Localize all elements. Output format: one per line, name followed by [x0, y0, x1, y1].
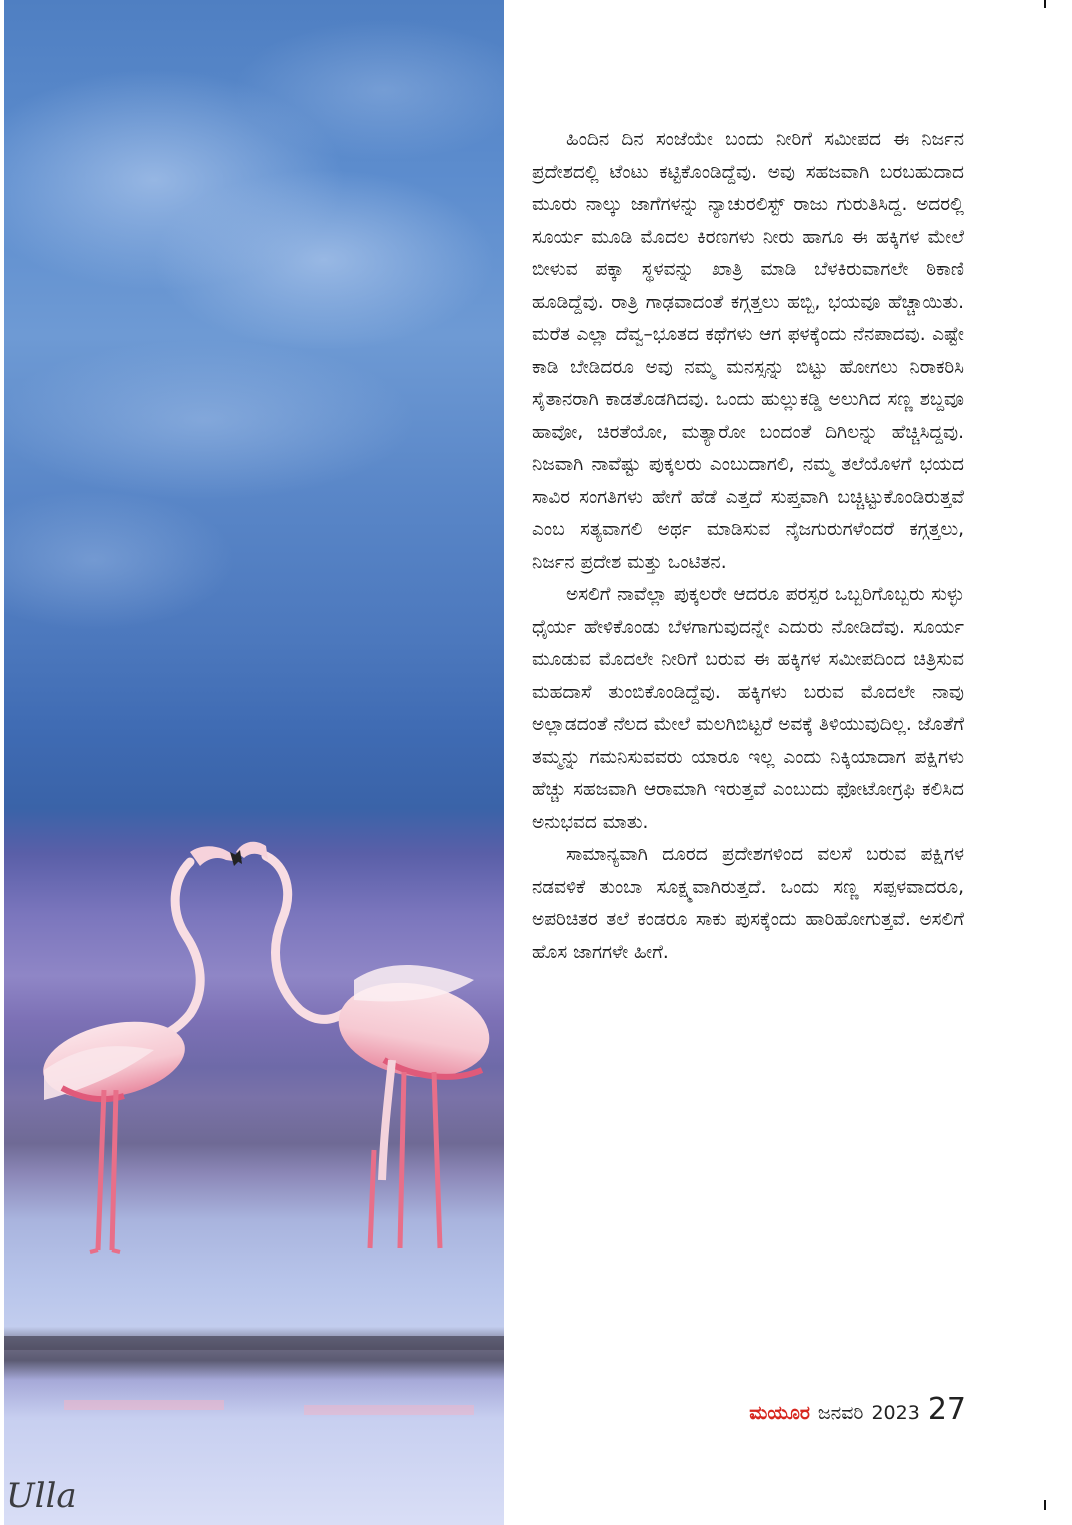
issue-year: 2023	[871, 1402, 920, 1424]
right-flamingo	[232, 842, 497, 1248]
issue-month: ಜನವರಿ	[817, 1402, 864, 1424]
left-flamingo	[36, 846, 242, 1252]
crop-mark-bottom-right	[1044, 1500, 1046, 1510]
flamingo-illustration	[4, 0, 504, 1525]
photographer-signature: Ulla	[6, 1476, 77, 1516]
crop-mark-top-right	[1044, 0, 1046, 8]
magazine-name: ಮಯೂರ	[749, 1402, 810, 1424]
page-number: 27	[927, 1392, 966, 1427]
article-paragraph-2: ಅಸಲಿಗೆ ನಾವೆಲ್ಲಾ ಪುಕ್ಕಲರೇ ಆದರೂ ಪರಸ್ಪರ ಒಬ್ಬರಿಗೊಬ್ಬರು ಸುಳ್ಳು ಧೈರ್ಯ ಹೇಳಿಕೊಂಡು ಬೆಳಗಾಗುವುದನ್ನೇ ಎದುರು ನೋಡಿದೆವು. ಸೂರ್ಯ ಮೂಡುವ ಮೊದಲೇ ನೀರಿಗೆ ಬರುವ ಈ ಹಕ್ಕಿಗಳ ಸಮೀಪದಿಂದ ಚಿತ್ರಿಸುವ ಮಹದಾಸೆ ತುಂಬಿಕೊಂಡಿದ್ದೆವು. ಹಕ್ಕಿಗಳು ಬರುವ ಮೊದಲೇ ನಾವು ಅಲ್ಲಾಡದಂತೆ ನೆಲದ ಮೇಲೆ ಮಲಗಿಬಿಟ್ಟರೆ ಅವಕ್ಕೆ ತಿಳಿಯುವುದಿಲ್ಲ. ಜೊತೆಗೆ ತಮ್ಮನ್ನು ಗಮನಿಸುವವರು ಯಾರೂ ಇಲ್ಲ ಎಂದು ನಿಕ್ಕಿಯಾದಾಗ ಪಕ್ಷಿಗಳು ಹೆಚ್ಚು ಸಹಜವಾಗಿ ಆರಾಮಾಗಿ ಇರುತ್ತವೆ ಎಂಬುದು ಫೋಟೋಗ್ರಫಿ ಕಲಿಸಿದ ಅನುಭವದ ಮಾತು.	[532, 584, 964, 833]
page-footer	[736, 1392, 966, 1428]
flamingo-photo	[4, 0, 504, 1525]
article-body	[532, 124, 964, 969]
article-paragraph-1: ಹಿಂದಿನ ದಿನ ಸಂಜೆಯೇ ಬಂದು ನೀರಿಗೆ ಸಮೀಪದ ಈ ನಿರ್ಜನ ಪ್ರದೇಶದಲ್ಲಿ ಟೆಂಟು ಕಟ್ಟಿಕೊಂಡಿದ್ದೆವು. ಅವು ಸಹಜವಾಗಿ ಬರಬಹುದಾದ ಮೂರು ನಾಲ್ಕು ಜಾಗೆಗಳನ್ನು ನ್ಯಾಚುರಲಿಸ್ಟ್ ರಾಜು ಗುರುತಿಸಿದ್ದ. ಅದರಲ್ಲಿ ಸೂರ್ಯ ಮೂಡಿ ಮೊದಲ ಕಿರಣಗಳು ನೀರು ಹಾಗೂ ಈ ಹಕ್ಕಿಗಳ ಮೇಲೆ ಬೀಳುವ ಪಕ್ಕಾ ಸ್ಥಳವನ್ನು ಖಾತ್ರಿ ಮಾಡಿ ಬೆಳಕಿರುವಾಗಲೇ ಠಿಕಾಣಿ ಹೂಡಿದ್ದೆವು. ರಾತ್ರಿ ಗಾಢವಾದಂತೆ ಕಗ್ಗತ್ತಲು ಹಬ್ಬಿ, ಭಯವೂ ಹೆಚ್ಚಾಯಿತು. ಮರೆತ ಎಲ್ಲಾ ದೆವ್ವ–ಭೂತದ ಕಥೆಗಳು ಆಗ ಫಳಕ್ಕೆಂದು ನೆನಪಾದವು. ಎಷ್ಟೇ ಕಾಡಿ ಬೇಡಿದರೂ ಅವು ನಮ್ಮ ಮನಸ್ಸನ್ನು ಬಿಟ್ಟು ಹೋಗಲು ನಿರಾಕರಿಸಿ ಸೈತಾನರಾಗಿ ಕಾಡತೊಡಗಿದವು. ಒಂದು ಹುಲ್ಲುಕಡ್ಡಿ ಅಲುಗಿದ ಸಣ್ಣ ಶಬ್ದವೂ ಹಾವೋ, ಚಿರತೆಯೋ, ಮತ್ಯಾರೋ ಬಂದಂತೆ ದಿಗಿಲನ್ನು ಹೆಚ್ಚಿಸಿದ್ದವು. ನಿಜವಾಗಿ ನಾವೆಷ್ಟು ಪುಕ್ಕಲರು ಎಂಬುದಾಗಲಿ, ನಮ್ಮ ತಲೆಯೊಳಗೆ ಭಯದ ಸಾವಿರ ಸಂಗತಿಗಳು ಹೇಗೆ ಹೆಡೆ ಎತ್ತದೆ ಸುಪ್ತವಾಗಿ ಬಚ್ಚಿಟ್ಟುಕೊಂಡಿರುತ್ತವೆ ಎಂಬ ಸತ್ಯವಾಗಲಿ ಅರ್ಥ ಮಾಡಿಸುವ ನೈಜಗುರುಗಳೆಂದರೆ ಕಗ್ಗತ್ತಲು, ನಿರ್ಜನ ಪ್ರದೇಶ ಮತ್ತು ಒಂಟಿತನ.	[532, 129, 964, 573]
article-paragraph-3: ಸಾಮಾನ್ಯವಾಗಿ ದೂರದ ಪ್ರದೇಶಗಳಿಂದ ವಲಸೆ ಬರುವ ಪಕ್ಷಿಗಳ ನಡವಳಿಕೆ ತುಂಬಾ ಸೂಕ್ಷ್ಮವಾಗಿರುತ್ತದೆ. ಒಂದು ಸಣ್ಣ ಸಪ್ಪಳವಾದರೂ, ಅಪರಿಚಿತರ ತಲೆ ಕಂಡರೂ ಸಾಕು ಪುಸಕ್ಕೆಂದು ಹಾರಿಹೋಗುತ್ತವೆ. ಅಸಲಿಗೆ ಹೊಸ ಜಾಗಗಳೇ ಹೀಗೆ.	[532, 844, 964, 963]
